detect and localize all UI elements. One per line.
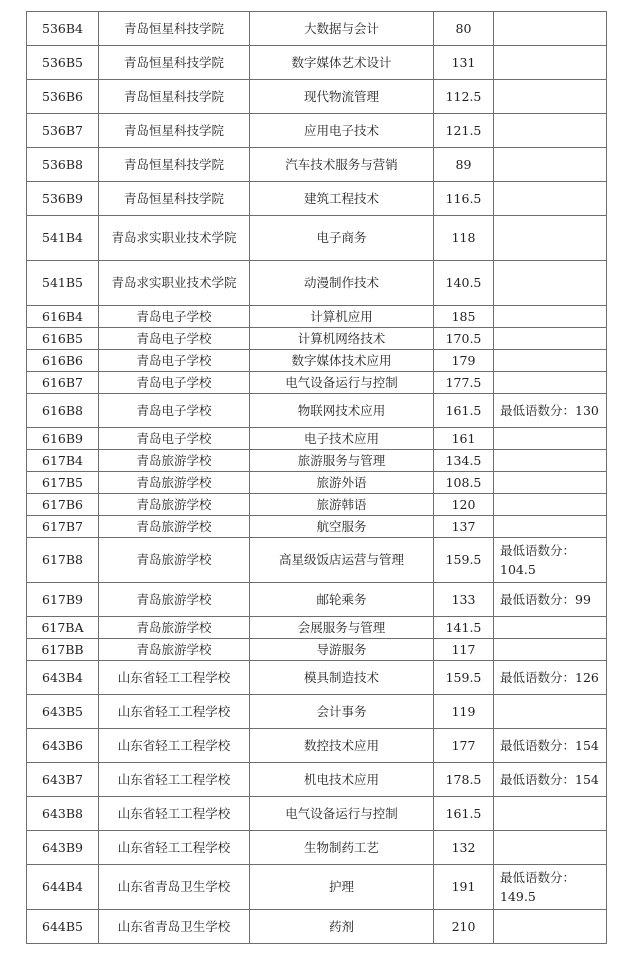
min-score: 170.5	[434, 328, 494, 350]
program-code: 616B9	[27, 428, 99, 450]
school-name: 青岛恒星科技学院	[99, 148, 250, 182]
program-code: 616B6	[27, 350, 99, 372]
program-code: 616B7	[27, 372, 99, 394]
min-score: 179	[434, 350, 494, 372]
school-name: 青岛求实职业技术学院	[99, 216, 250, 261]
school-name: 青岛恒星科技学院	[99, 182, 250, 216]
min-score: 159.5	[434, 661, 494, 695]
table-row	[27, 114, 607, 148]
major-name: 电子技术应用	[250, 428, 434, 450]
min-score: 177.5	[434, 372, 494, 394]
note	[494, 328, 607, 350]
program-code: 536B8	[27, 148, 99, 182]
min-score: 134.5	[434, 450, 494, 472]
school-name: 山东省轻工工程学校	[99, 729, 250, 763]
note	[494, 148, 607, 182]
table-row	[27, 450, 607, 472]
table-row	[27, 763, 607, 797]
school-name: 山东省轻工工程学校	[99, 831, 250, 865]
table-row	[27, 865, 607, 910]
table-row	[27, 695, 607, 729]
program-code: 617B4	[27, 450, 99, 472]
major-name: 邮轮乘务	[250, 583, 434, 617]
school-name: 青岛旅游学校	[99, 538, 250, 583]
min-score: 108.5	[434, 472, 494, 494]
school-name: 青岛恒星科技学院	[99, 12, 250, 46]
major-name: 电气设备运行与控制	[250, 797, 434, 831]
school-name: 山东省轻工工程学校	[99, 695, 250, 729]
table-row	[27, 831, 607, 865]
major-name: 会计事务	[250, 695, 434, 729]
major-name: 模具制造技术	[250, 661, 434, 695]
table-row	[27, 328, 607, 350]
major-name: 航空服务	[250, 516, 434, 538]
note	[494, 494, 607, 516]
school-name: 青岛电子学校	[99, 394, 250, 428]
major-name: 生物制药工艺	[250, 831, 434, 865]
program-code: 617B7	[27, 516, 99, 538]
note: 最低语数分：130	[494, 394, 607, 428]
school-name: 青岛电子学校	[99, 428, 250, 450]
program-code: 541B5	[27, 261, 99, 306]
major-name: 计算机应用	[250, 306, 434, 328]
program-code: 536B6	[27, 80, 99, 114]
min-score: 185	[434, 306, 494, 328]
min-score: 112.5	[434, 80, 494, 114]
major-name: 数字媒体技术应用	[250, 350, 434, 372]
major-name: 建筑工程技术	[250, 182, 434, 216]
note	[494, 831, 607, 865]
min-score: 133	[434, 583, 494, 617]
program-code: 616B8	[27, 394, 99, 428]
table-row	[27, 306, 607, 328]
table-row	[27, 428, 607, 450]
note	[494, 46, 607, 80]
program-code: 617B6	[27, 494, 99, 516]
table-row	[27, 910, 607, 944]
major-name: 会展服务与管理	[250, 617, 434, 639]
major-name: 旅游外语	[250, 472, 434, 494]
major-name: 现代物流管理	[250, 80, 434, 114]
school-name: 山东省轻工工程学校	[99, 797, 250, 831]
table-row	[27, 617, 607, 639]
min-score: 89	[434, 148, 494, 182]
program-code: 643B8	[27, 797, 99, 831]
school-name: 青岛恒星科技学院	[99, 80, 250, 114]
table-row	[27, 797, 607, 831]
admission-score-table	[26, 11, 607, 944]
note: 最低语数分：126	[494, 661, 607, 695]
program-code: 616B5	[27, 328, 99, 350]
note	[494, 617, 607, 639]
major-name: 数控技术应用	[250, 729, 434, 763]
note	[494, 80, 607, 114]
table-row	[27, 661, 607, 695]
major-name: 计算机网络技术	[250, 328, 434, 350]
table-row	[27, 12, 607, 46]
program-code: 644B5	[27, 910, 99, 944]
note	[494, 695, 607, 729]
table-row	[27, 538, 607, 583]
min-score: 137	[434, 516, 494, 538]
major-name: 导游服务	[250, 639, 434, 661]
major-name: 护理	[250, 865, 434, 910]
note	[494, 350, 607, 372]
min-score: 131	[434, 46, 494, 80]
note	[494, 472, 607, 494]
table-row	[27, 350, 607, 372]
program-code: 617BB	[27, 639, 99, 661]
school-name: 青岛求实职业技术学院	[99, 261, 250, 306]
note: 最低语数分：154	[494, 763, 607, 797]
note: 最低语数分：154	[494, 729, 607, 763]
major-name: 大数据与会计	[250, 12, 434, 46]
major-name: 电子商务	[250, 216, 434, 261]
program-code: 643B7	[27, 763, 99, 797]
min-score: 117	[434, 639, 494, 661]
school-name: 青岛恒星科技学院	[99, 46, 250, 80]
table-row	[27, 80, 607, 114]
school-name: 青岛旅游学校	[99, 639, 250, 661]
major-name: 动漫制作技术	[250, 261, 434, 306]
note	[494, 261, 607, 306]
program-code: 541B4	[27, 216, 99, 261]
major-name: 汽车技术服务与营销	[250, 148, 434, 182]
program-code: 643B9	[27, 831, 99, 865]
note	[494, 114, 607, 148]
school-name: 青岛旅游学校	[99, 516, 250, 538]
school-name: 青岛旅游学校	[99, 450, 250, 472]
min-score: 191	[434, 865, 494, 910]
min-score: 178.5	[434, 763, 494, 797]
program-code: 617BA	[27, 617, 99, 639]
min-score: 159.5	[434, 538, 494, 583]
program-code: 536B9	[27, 182, 99, 216]
major-name: 数字媒体艺术设计	[250, 46, 434, 80]
school-name: 青岛旅游学校	[99, 494, 250, 516]
major-name: 旅游韩语	[250, 494, 434, 516]
school-name: 青岛旅游学校	[99, 617, 250, 639]
school-name: 青岛电子学校	[99, 328, 250, 350]
note	[494, 639, 607, 661]
note: 最低语数分：149.5	[494, 865, 607, 910]
program-code: 643B6	[27, 729, 99, 763]
program-code: 643B4	[27, 661, 99, 695]
major-name: 高星级饭店运营与管理	[250, 538, 434, 583]
table-row	[27, 639, 607, 661]
school-name: 山东省青岛卫生学校	[99, 865, 250, 910]
table-row	[27, 372, 607, 394]
min-score: 140.5	[434, 261, 494, 306]
table-row	[27, 472, 607, 494]
table-row	[27, 516, 607, 538]
major-name: 物联网技术应用	[250, 394, 434, 428]
note: 最低语数分：104.5	[494, 538, 607, 583]
major-name: 机电技术应用	[250, 763, 434, 797]
major-name: 应用电子技术	[250, 114, 434, 148]
note	[494, 450, 607, 472]
note	[494, 306, 607, 328]
program-code: 536B4	[27, 12, 99, 46]
program-code: 616B4	[27, 306, 99, 328]
school-name: 青岛旅游学校	[99, 472, 250, 494]
min-score: 120	[434, 494, 494, 516]
school-name: 青岛旅游学校	[99, 583, 250, 617]
major-name: 旅游服务与管理	[250, 450, 434, 472]
min-score: 121.5	[434, 114, 494, 148]
note	[494, 216, 607, 261]
major-name: 电气设备运行与控制	[250, 372, 434, 394]
table-row	[27, 261, 607, 306]
min-score: 161	[434, 428, 494, 450]
table-row	[27, 216, 607, 261]
min-score: 141.5	[434, 617, 494, 639]
min-score: 80	[434, 12, 494, 46]
note	[494, 12, 607, 46]
note: 最低语数分：99	[494, 583, 607, 617]
school-name: 青岛电子学校	[99, 306, 250, 328]
program-code: 617B9	[27, 583, 99, 617]
program-code: 617B8	[27, 538, 99, 583]
program-code: 536B7	[27, 114, 99, 148]
table-row	[27, 182, 607, 216]
program-code: 617B5	[27, 472, 99, 494]
table-row	[27, 394, 607, 428]
min-score: 116.5	[434, 182, 494, 216]
school-name: 山东省轻工工程学校	[99, 661, 250, 695]
min-score: 119	[434, 695, 494, 729]
table-row	[27, 148, 607, 182]
note	[494, 516, 607, 538]
note	[494, 182, 607, 216]
table-row	[27, 729, 607, 763]
school-name: 青岛恒星科技学院	[99, 114, 250, 148]
school-name: 山东省轻工工程学校	[99, 763, 250, 797]
note	[494, 372, 607, 394]
note	[494, 428, 607, 450]
note	[494, 910, 607, 944]
program-code: 644B4	[27, 865, 99, 910]
note	[494, 797, 607, 831]
min-score: 161.5	[434, 394, 494, 428]
min-score: 177	[434, 729, 494, 763]
min-score: 132	[434, 831, 494, 865]
school-name: 青岛电子学校	[99, 350, 250, 372]
table-row	[27, 46, 607, 80]
major-name: 药剂	[250, 910, 434, 944]
min-score: 118	[434, 216, 494, 261]
program-code: 536B5	[27, 46, 99, 80]
table-row	[27, 494, 607, 516]
program-code: 643B5	[27, 695, 99, 729]
table-row	[27, 583, 607, 617]
school-name: 青岛电子学校	[99, 372, 250, 394]
school-name: 山东省青岛卫生学校	[99, 910, 250, 944]
min-score: 161.5	[434, 797, 494, 831]
min-score: 210	[434, 910, 494, 944]
